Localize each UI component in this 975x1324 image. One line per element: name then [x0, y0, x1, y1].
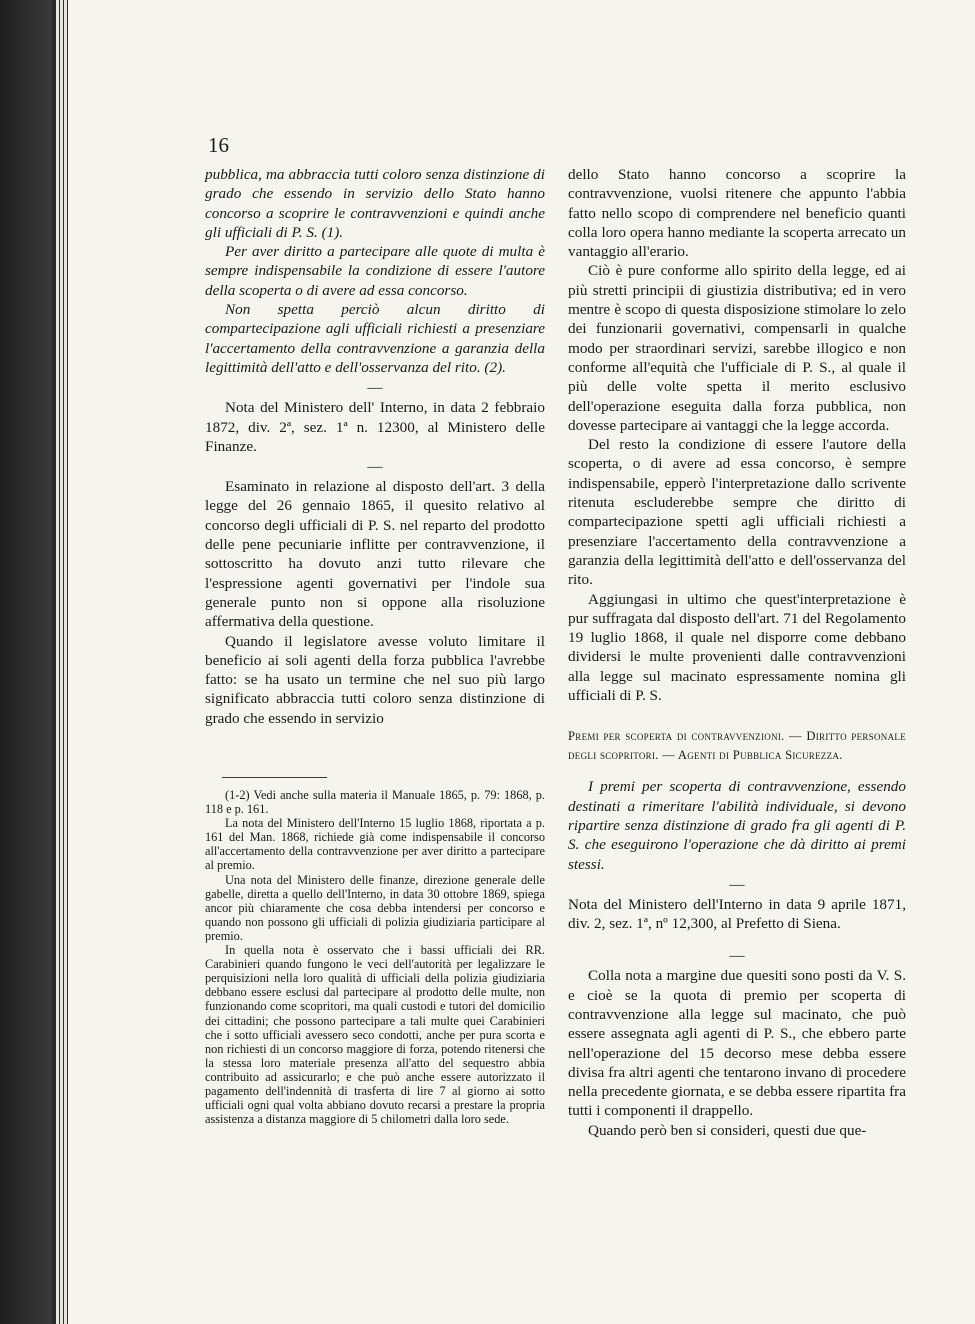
paragraph: Ciò è pure conforme allo spirito della legge, ed ai più stretti principii di giustizia distributiva; ed in vero mentre è scopo di questa disposizione stimolare lo zelo dei funzionarii governativi, compensarli in qualche modo per straordinari servizi, sarebbe illogico e non conforme all'equità che l'ufficiale di P. S., al quale il più delle volte spetta il merito esclusivo dell'operazione eseguita dalla forza pubblica, non dovesse partecipare ai vantaggi che la legge accorda. — [568, 262, 906, 434]
paragraph: Colla nota a margine due quesiti sono posti da V. S. e cioè se la quota di premio per scoperta di contravvenzione alla legge sul macinato, che può essere assegnata agli agenti di P. S., che ebbero parte nell'operazione del 15 decorso mese debba essere divisa fra altri agenti che tentarono invano di procedere nella precedente giornata, e se debba essere ripartita fra tutti i componenti il drappello. — [568, 967, 906, 1120]
page-edge — [56, 0, 59, 1324]
summary: I premi per scoperta di contravvenzione, essendo destinati a rimeritare l'abilità individuale, si devono ripartire senza distinzione di grado fra gli agenti di P. S. che eseguirono l'operazione che dà diritto ai premi stessi. — [568, 778, 906, 873]
footnote: La nota del Ministero dell'Interno 15 luglio 1868, riportata a p. 161 del Man. 1868, richiede già come indispensabile il concorso all'accertamento della contravvenzione per aver diritto a partecipare al premio. — [205, 816, 545, 873]
paragraph: Quando però ben si consideri, questi due que- — [588, 1121, 867, 1139]
paragraph: Non spetta perciò alcun diritto di compartecipazione agli ufficiali richiesti a presenziare l'accertamento della contravvenzione a garanzia della legittimità dell'atto e dell'osservanza del rito. (2). — [205, 301, 545, 376]
footnotes — [205, 788, 545, 1126]
section-heading-text: Premi per scoperta di contravvenzioni. — Diritto personale degli scopritori. — Agenti di Pubblica Sicurezza. — [568, 729, 906, 763]
separator-dash: — — [729, 947, 745, 965]
paragraph: Per aver diritto a partecipare alle quote di multa è sempre indispensabile la condizione di essere l'autore della scoperta o di avere ad essa concorso. — [205, 243, 545, 299]
footnote: Una nota del Ministero delle finanze, direzione generale delle gabelle, diretta a quello dell'Interno, in data 30 ottobre 1869, spiega ancor più chiaramente che cosa debba intendersi per concorso e quando non possono gli ufficiali di polizia giudiziaria participare al premio. — [205, 872, 545, 943]
page-edge — [64, 0, 67, 1324]
book-spine-shadow — [0, 0, 52, 1324]
section-heading — [568, 727, 906, 765]
separator-dash: — — [367, 379, 383, 397]
spacer — [568, 765, 906, 777]
footnote: (1-2) Vedi anche sulla materia il Manuale 1865, p. 79: 1868, p. 118 e p. 161. — [205, 788, 545, 817]
paragraph: Esaminato in relazione al disposto dell'art. 3 della legge del 26 gennaio 1865, il quesito relativo al concorso degli ufficiali di P. S. nel reparto del prodotto delle pene pecuniarie inflitte per contravvenzione, il sottoscritto ha dovuto anzi tutto rilevare che l'espressione agenti governativi per l'indole sua generale punto non si oppone alla risoluzione affermativa della questione. — [205, 478, 545, 631]
left-column — [205, 165, 545, 728]
paragraph: Aggiungasi in ultimo che quest'interpretazione è pur suffragata dal disposto dell'art. 71 del Regolamento 19 luglio 1868, il quale nel disporre come debbano dividersi le multe provenienti dalle contravvenzioni alla legge sul macinato espressamente nomina gli ufficiali di P. S. — [568, 590, 906, 705]
page-number: 16 — [208, 133, 229, 157]
footnote-rule — [222, 777, 327, 778]
footnote: In quella nota è osservato che i bassi ufficiali dei RR. Carabinieri quando fungono le veci dell'autorità per legalizzare le perquisizioni nella loro qualità di ufficiali della polizia giudiziaria debbano essere esclusi dal partecipare al prodotto delle multe, non funzionando come scopritori, ma quali custodi e tutori del domicilio dei cittadini; che possono partecipare a tali multe quei Carabinieri che i sotto ufficiali avessero seco condotti, anche per pura scorta e non richiesti di un concorso maggiore di forza, potendo ritenersi che la stessa loro materiale presenza all'atto del sequestro abbia contribuito ad assicurarlo; e che può anche essere autorizzato il pagamento dell'indennità di trasferta di lire 7 al giorno ai sotto ufficiali ogni qual volta abbiano dovuto recarsi a prestare la propria assistenza a distanza maggiore di 5 chilometri dalla loro sede. — [205, 943, 545, 1127]
paragraph: dello Stato hanno concorso a scoprire la contravvenzione, vuolsi ritenere che appunto l'abbia fatto nello scopo di comprendere nel beneficio quanti colla loro opera hanno mediante la scoperta arrecato un vantaggio all'erario. — [568, 166, 906, 261]
paragraph: Quando il legislatore avesse voluto limitare il beneficio ai soli agenti della forza pubblica l'avrebbe fatto: se ha usato un termine che nel suo più largo significato abbraccia tutti coloro senza distinzione di grado che essendo in servizio — [205, 632, 545, 727]
right-column — [568, 165, 906, 1140]
note-reference: Nota del Ministero dell' Interno, in data 2 febbraio 1872, div. 2ª, sez. 1ª n. 12300, al Ministero delle Finanze. — [205, 399, 545, 455]
paragraph: pubblica, ma abbraccia tutti coloro senza distinzione di grado che essendo in servizio dello Stato hanno concorso a scoprire le contravvenzioni e quindi anche gli ufficiali di P. S. (1). — [205, 166, 545, 241]
page-edge — [60, 0, 63, 1324]
separator-dash: — — [367, 458, 383, 476]
note-reference: Nota del Ministero dell'Interno in data 9 aprile 1871, div. 2, sez. 1ª, nº 12,300, al Prefetto di Siena. — [568, 895, 906, 933]
paragraph: Del resto la condizione di essere l'autore della scoperta, o di avere ad essa concorso, è sempre indispensabile, epperò l'interpretazione dallo scrivente ritenuta escluderebbe sempre che diritto di compartecipazione spetti agli ufficiali richiesti a presenziare l'accertamento della contravvenzione a garanzia della legittimità dell'atto e dell'osservanza del rito. — [568, 436, 906, 589]
separator-dash: — — [729, 875, 745, 893]
spacer — [568, 705, 906, 727]
